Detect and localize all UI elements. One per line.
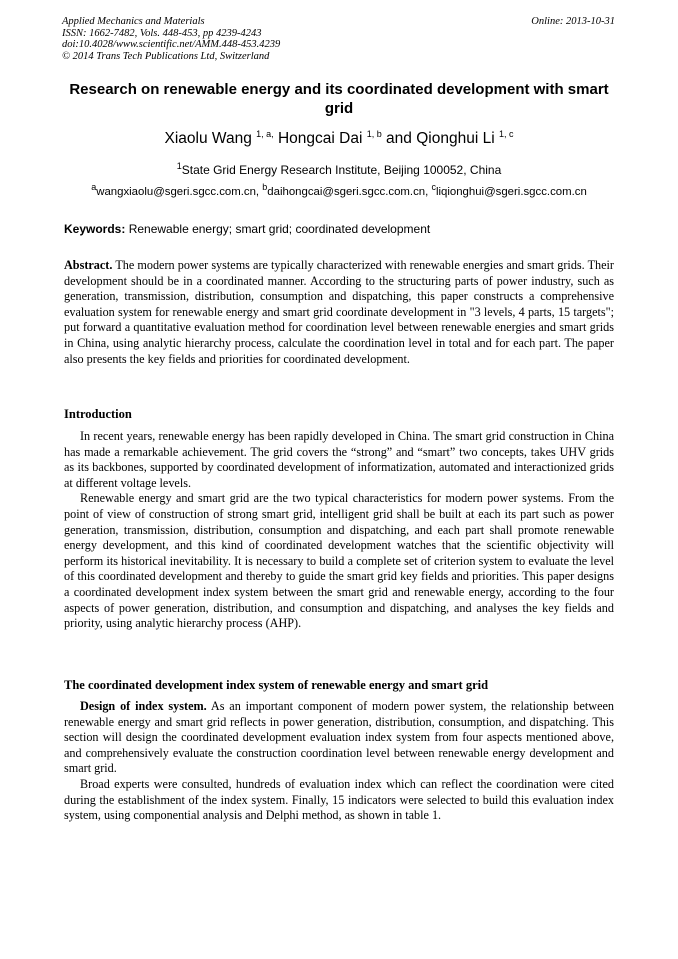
issn-line: ISSN: 1662-7482, Vols. 448-453, pp 4239-4243: [62, 27, 262, 39]
section-heading-index-system: The coordinated development index system of renewable energy and smart grid: [64, 678, 489, 692]
journal-header: [62, 16, 280, 62]
abstract: [64, 258, 614, 367]
index-system-body: [64, 699, 614, 824]
keywords-label: Keywords:: [64, 222, 126, 236]
email-mark: b: [262, 182, 268, 193]
author-affiliation-mark: 1, c: [498, 128, 514, 139]
email-mark: c: [431, 182, 436, 193]
copyright-line: © 2014 Trans Tech Publications Ltd, Switzerland: [62, 50, 270, 62]
affiliation: [60, 163, 618, 178]
author-affiliation-mark: 1, a,: [256, 128, 274, 139]
author-affiliation-mark: 1, b: [366, 128, 382, 139]
author-name: Qionghui Li: [416, 130, 495, 147]
author-name: Xiaolu Wang: [164, 130, 252, 147]
email-mark: a: [91, 182, 97, 193]
abstract-text: The modern power systems are typically characterized with renewable energies and smart grids. Their development should be in a coordinated manner. According to the structuring parts of power industry, such as generation, transmission, distribution, consumption and dispatching, this paper constructs a comprehensive evaluation system for renewable energy and smart grid coordinate development in "3 levels, 4 parts, 15 targets"; put forward a quantitative evaluation method for coordination level between renewable energies and smart grids in China, using analytic hierarchy process, calculate the coordination level in total and for each part. The paper also presents the key fields and priorities for coordinated development.: [64, 258, 614, 366]
author-list: [60, 129, 618, 149]
online-date: Online: 2013-10-31: [531, 16, 615, 27]
paper-title: Research on renewable energy and its coordinated development with smart grid: [69, 81, 609, 117]
email-list: [60, 182, 618, 200]
email-address[interactable]: daihongcai@sgeri.sgcc.com.cn,: [267, 186, 429, 198]
abstract-label: Abstract.: [64, 258, 113, 272]
paragraph: In recent years, renewable energy has been rapidly developed in China. The smart grid construction in China has made a remarkable achievement. The grid covers the “strong” and “smart” two concepts, takes UHV grids as its backbones, supported by coordinated development of informatization, automated and interactionized grids at different voltage levels.: [64, 429, 614, 490]
doi-line: doi:10.4028/www.scientific.net/AMM.448-453.4239: [62, 39, 281, 50]
keywords: [64, 222, 614, 237]
journal-name: Applied Mechanics and Materials: [62, 16, 205, 27]
keywords-text: Renewable energy; smart grid; coordinated development: [128, 222, 431, 236]
affiliation-text: State Grid Energy Research Institute, Beijing 100052, China: [181, 163, 502, 177]
author-conjunction: and: [386, 130, 412, 147]
introduction-body: [64, 429, 614, 632]
paragraph: Renewable energy and smart grid are the two typical characteristics for modern power systems. From the point of view of construction of strong smart grid, intelligent grid shall be built at each its part such as power generation, transmission, distribution, consumption and dispatching, and each part shall promote renewable energy development, and this kind of coordinated development watches that the scientific objectivity will perform its historical inevitability. It is necessary to build a complete set of criterion system to evaluate the level of this coordinated development and thereby to guide the smart grid key fields and priorities. This paper designs a coordinated development index system between the smart grid and renewable energy, according to the four aspects of power generation, distribution, and consumption and dispatching, and analyses the key fields and priority, using analytic hierarchy process (AHP).: [64, 491, 614, 631]
email-address[interactable]: liqionghui@sgeri.sgcc.com.cn: [435, 186, 587, 198]
section-heading-introduction: Introduction: [64, 407, 132, 421]
paragraph-text: As an important component of modern power system, the relationship between renewable energy and smart grid reflects in power generation, distribution, consumption, and dispatching. This section will design the coordinated development evaluation index system from four aspects mentioned above, and comprehensively evaluate the construction coordination level between renewable energy development and smart grid.: [64, 699, 614, 776]
author-name: Hongcai Dai: [277, 130, 363, 147]
affiliation-mark: 1: [176, 161, 182, 171]
paragraph: Broad experts were consulted, hundreds of evaluation index which can reflect the coordination were cited during the establishment of the index system. Finally, 15 indicators were selected to build this evaluation index system, using componential analysis and Delphi method, as shown in table 1.: [64, 776, 614, 823]
subsection-label: Design of index system.: [80, 699, 207, 713]
email-address[interactable]: wangxiaolu@sgeri.sgcc.com.cn,: [96, 186, 260, 198]
